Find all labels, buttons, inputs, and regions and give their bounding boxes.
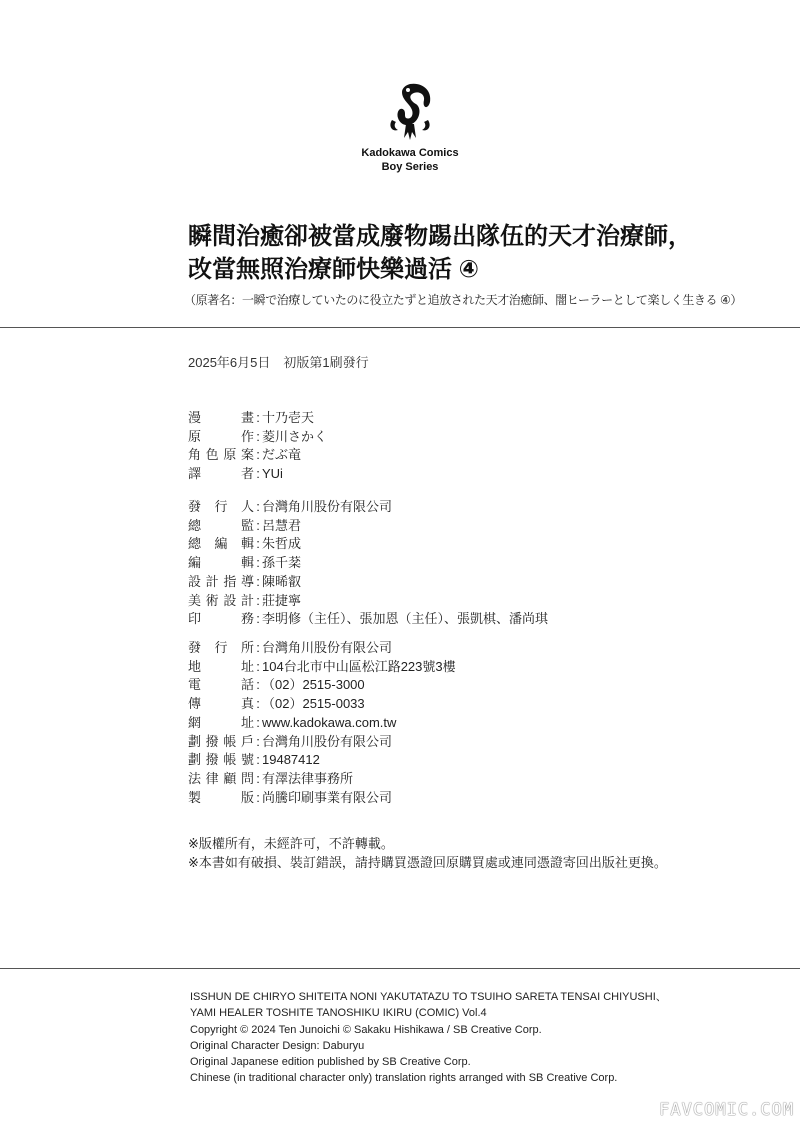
colon: :	[256, 592, 260, 608]
publisher-value: （02）2515-0033	[262, 696, 365, 712]
staff-label: 發行人	[188, 499, 254, 514]
colon: :	[256, 428, 260, 444]
staff-row	[188, 535, 788, 554]
publisher-value: 台灣角川股份有限公司	[262, 640, 393, 655]
publisher-row	[188, 658, 788, 677]
colon: :	[256, 752, 260, 768]
staff-row	[188, 517, 788, 536]
english-line: Copyright © 2024 Ten Junoichi © Sakaku Hishikawa / SB Creative Corp.	[190, 1023, 542, 1036]
colon: :	[256, 696, 260, 712]
staff-row	[188, 610, 788, 629]
colon: :	[256, 447, 260, 463]
publisher-value: 台灣角川股份有限公司	[262, 733, 393, 749]
credit-row	[188, 446, 788, 465]
publisher-row	[188, 714, 788, 733]
publisher-row	[188, 751, 788, 770]
staff-label: 編輯	[188, 555, 254, 571]
divider-top	[0, 327, 800, 328]
english-line: Original Japanese edition published by SB Creative Corp.	[190, 1056, 471, 1069]
staff-value: 朱哲成	[262, 536, 302, 552]
colon: :	[256, 573, 260, 589]
publisher-block	[188, 639, 788, 807]
english-line: Original Character Design: Daburyu	[190, 1039, 365, 1052]
publisher-label: 法律顧問	[188, 770, 254, 786]
publisher-row	[188, 789, 788, 808]
colon: :	[256, 658, 260, 674]
staff-row	[188, 592, 788, 611]
credit-row	[188, 465, 788, 484]
colon: :	[256, 677, 260, 693]
colon: :	[256, 536, 260, 552]
replacement-note: ※本書如有破損、裝訂錯誤，請持購買憑證回原購買處或連同憑證寄回出版社更換。	[188, 855, 667, 870]
colon: :	[256, 789, 260, 805]
credit-row	[188, 428, 788, 447]
english-line: ISSHUN DE CHIRYO SHITEITA NONI YAKUTATAZU TO TSUIHO SARETA TENSAI CHIYUSHI、	[190, 991, 667, 1003]
publisher-label: 劃撥帳戶	[188, 733, 254, 749]
credit-label: 角色原案	[188, 447, 254, 463]
staff-value: 呂慧君	[262, 517, 302, 533]
staff-block	[188, 498, 788, 629]
colon: :	[256, 640, 260, 655]
english-line: Chinese (in traditional character only) translation rights arranged with SB Creative Corp.	[190, 1072, 618, 1085]
credit-label: 譯者	[188, 466, 254, 482]
staff-label: 設計指導	[188, 573, 254, 589]
publisher-label: 電話	[188, 677, 254, 693]
staff-value: 孫千棻	[262, 555, 302, 571]
colon: :	[256, 714, 260, 730]
publisher-value: 104台北市中山區松江路223號3樓	[262, 658, 456, 674]
english-credits	[190, 989, 790, 1087]
publication-date: 2025年6月5日 初版第1刷發行	[188, 355, 369, 370]
staff-label: 總編輯	[188, 536, 254, 552]
publisher-label: 製版	[188, 789, 254, 805]
credit-value: だぶ竜	[262, 447, 302, 463]
colon: :	[256, 555, 260, 571]
notes-block	[188, 834, 788, 872]
credit-row	[188, 409, 788, 428]
publisher-label: 網址	[188, 714, 254, 730]
colon: :	[256, 611, 260, 627]
colon: :	[256, 466, 260, 482]
brand-line-2: Boy Series	[381, 161, 439, 173]
colon: :	[256, 517, 260, 533]
staff-label: 美術設計	[188, 592, 254, 608]
colon: :	[256, 733, 260, 749]
credit-value: 十乃壱天	[262, 410, 315, 425]
publisher-value: 尚騰印刷事業有限公司	[262, 789, 393, 805]
book-title-line-1: 瞬間治癒卻被當成廢物踢出隊伍的天才治療師，	[188, 223, 692, 250]
staff-label: 總監	[188, 517, 254, 533]
publisher-label: 地址	[188, 658, 254, 674]
credit-value: YUi	[262, 466, 283, 482]
publisher-label: 發行所	[188, 640, 254, 655]
publisher-row	[188, 639, 788, 658]
original-title: （原著名：一瞬で治療していたのに役立たずと追放された天才治癒師、闇ヒーラーとして楽しく生きる ④）	[184, 293, 743, 307]
watermark: FAVCOMIC.COM	[659, 1100, 794, 1120]
copyright-note: ※版權所有，未經許可，不許轉載。	[188, 836, 394, 851]
colon: :	[256, 770, 260, 786]
credits-block	[188, 409, 788, 484]
staff-label: 印務	[188, 611, 254, 627]
publisher-label: 傳真	[188, 696, 254, 712]
publisher-label: 劃撥帳號	[188, 752, 254, 768]
staff-row	[188, 498, 788, 517]
publisher-row	[188, 733, 788, 752]
staff-value: 陳晞叡	[262, 573, 302, 589]
staff-row	[188, 554, 788, 573]
publisher-value: 19487412	[262, 752, 320, 768]
website-link: www.kadokawa.com.tw	[262, 714, 397, 730]
staff-value: 莊捷寧	[262, 592, 302, 608]
credit-label: 原作	[188, 428, 254, 444]
book-title-line-2: 改當無照治療師快樂過活 ④	[188, 256, 479, 283]
colon: :	[256, 499, 260, 514]
staff-value: 台灣角川股份有限公司	[262, 499, 393, 514]
colon: :	[256, 410, 260, 425]
publisher-row	[188, 695, 788, 714]
publisher-logo	[360, 80, 460, 174]
publisher-value: 有澤法律事務所	[262, 770, 354, 786]
staff-row	[188, 573, 788, 592]
credit-label: 漫畫	[188, 410, 254, 425]
publisher-value: （02）2515-3000	[262, 677, 365, 693]
publisher-row	[188, 676, 788, 695]
divider-bottom	[0, 968, 800, 969]
phoenix-icon	[382, 80, 438, 146]
brand-line-1: Kadokawa Comics	[361, 147, 459, 159]
publisher-row	[188, 770, 788, 789]
staff-value: 李明修（主任）、張加恩（主任）、張凱棋、潘尚琪	[262, 611, 549, 627]
english-line: YAMI HEALER TOSHITE TANOSHIKU IKIRU (COMIC) Vol.4	[190, 1007, 487, 1020]
credit-value: 菱川さかく	[262, 428, 328, 444]
